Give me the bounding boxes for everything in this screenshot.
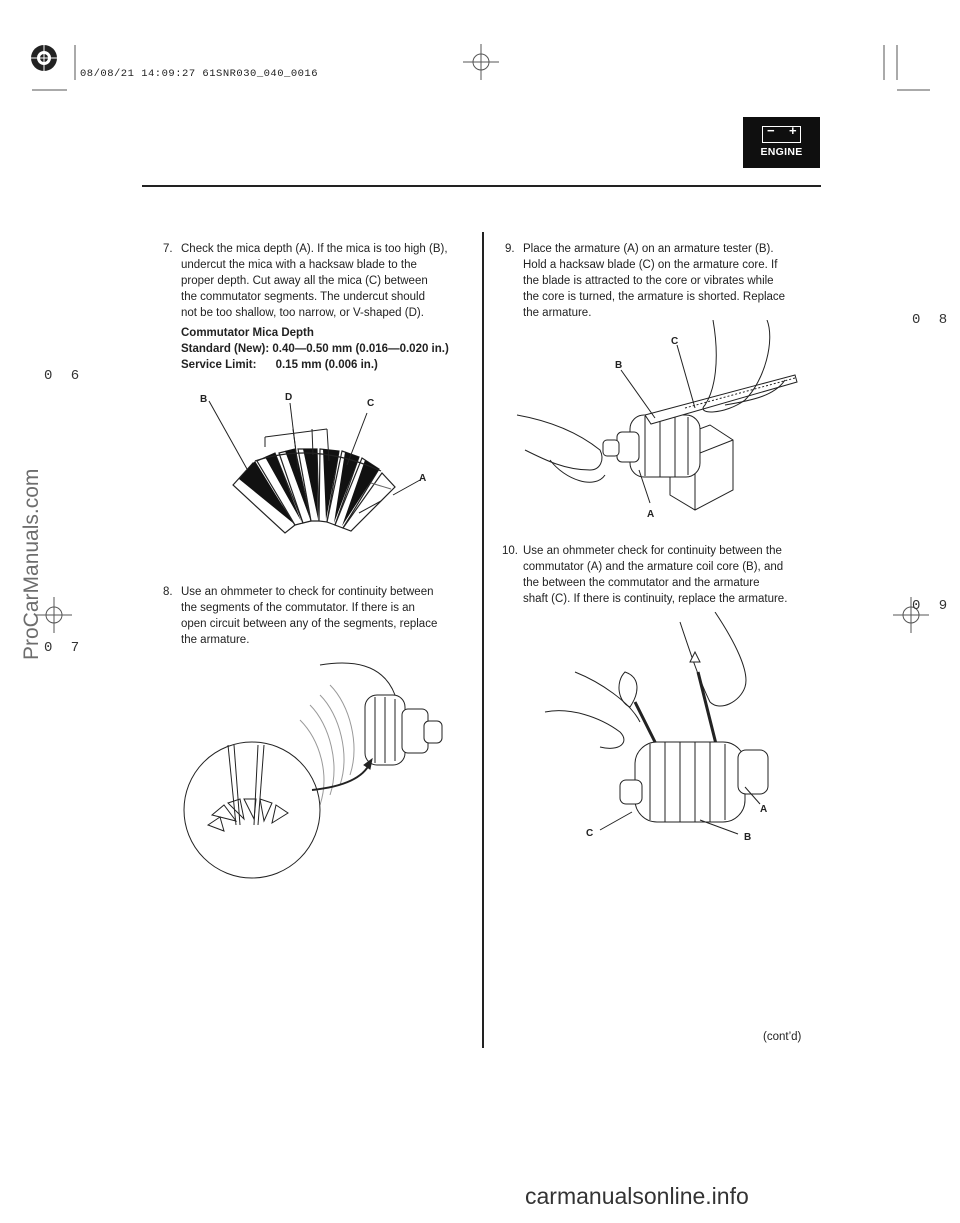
step-text	[181, 584, 437, 648]
print-stamp: 08/08/21 14:09:27 61SNR030_040_0016	[80, 68, 319, 80]
page-mark-08: 0 8	[912, 312, 953, 328]
step-line: Use an ohmmeter check for continuity between the	[523, 545, 782, 557]
step-line: the commutator segments. The undercut should	[181, 291, 425, 303]
label-a: A	[760, 804, 768, 815]
step-line: the armature.	[523, 307, 592, 319]
minus-icon: −	[767, 123, 775, 138]
step-9	[505, 241, 825, 321]
step-8	[163, 584, 473, 648]
step-line: the between the commutator and the armature	[523, 577, 760, 589]
step-line: proper depth. Cut away all the mica (C) between	[181, 275, 428, 287]
continued-note: (cont’d)	[763, 1031, 802, 1043]
page-mark-09: 0 9	[912, 598, 953, 614]
label-c: C	[671, 336, 679, 347]
step-text	[181, 241, 448, 321]
step-line: Check the mica depth (A). If the mica is too high (B),	[181, 243, 448, 255]
commutator-segments	[233, 449, 395, 533]
header-rule	[142, 185, 821, 187]
step-line: the blade is attracted to the core or vibrates while	[523, 275, 774, 287]
label-c: C	[367, 398, 375, 409]
step-line: the armature.	[181, 634, 250, 646]
armature-tester-figure	[505, 320, 805, 520]
step-number: 10.	[502, 545, 518, 557]
step-line: the segments of the commutator. If there is an	[181, 602, 415, 614]
mica-depth-figure	[195, 385, 445, 535]
step-7	[163, 241, 473, 321]
step-number: 7.	[163, 243, 173, 255]
spec-title: Commutator Mica Depth	[181, 327, 314, 339]
step-line: the core is turned, the armature is shorted. Replace	[523, 291, 786, 303]
spec-service-limit: Service Limit: 0.15 mm (0.006 in.)	[181, 359, 378, 371]
label-c: C	[586, 828, 594, 839]
watermark-side: ProCarManuals.com	[20, 468, 43, 660]
segment-continuity-figure	[180, 645, 450, 885]
page-mark-07: 0 7	[44, 640, 85, 656]
watermark-bottom: carmanualsonline.info	[525, 1183, 749, 1209]
step-line: not be too shallow, too narrow, or V-shaped (D).	[181, 307, 424, 319]
step-line: Place the armature (A) on an armature tester (B).	[523, 243, 774, 255]
label-b: B	[615, 360, 623, 371]
step-number: 8.	[163, 586, 173, 598]
label-d: D	[285, 392, 293, 403]
label-b: B	[744, 832, 752, 843]
step-line: Hold a hacksaw blade (C) on the armature core. If	[523, 259, 778, 271]
step-line: undercut the mica with a hacksaw blade to the	[181, 259, 417, 271]
plus-icon: +	[789, 123, 797, 138]
step-text	[523, 543, 787, 607]
registration-target-icon	[27, 41, 61, 75]
label-a: A	[647, 509, 655, 520]
step-text	[523, 241, 785, 321]
step-line: commutator (A) and the armature coil core (B), and	[523, 561, 784, 573]
step-10	[502, 543, 832, 607]
label-b: B	[200, 394, 208, 405]
step-line: open circuit between any of the segments, replace	[181, 618, 438, 630]
spec-standard: Standard (New): 0.40—0.50 mm (0.016—0.020 in.)	[181, 343, 449, 355]
engine-badge-label: ENGINE	[760, 146, 803, 158]
armature-continuity-figure	[540, 612, 800, 852]
mica-depth-spec	[181, 325, 481, 373]
step-number: 9.	[505, 243, 515, 255]
column-divider	[482, 232, 484, 1048]
step-line: shaft (C). If there is continuity, replace the armature.	[523, 593, 788, 605]
label-a: A	[419, 473, 427, 484]
page-mark-06: 0 6	[44, 368, 85, 384]
engine-section-badge	[743, 117, 820, 168]
step-line: Use an ohmmeter to check for continuity between	[181, 586, 434, 598]
